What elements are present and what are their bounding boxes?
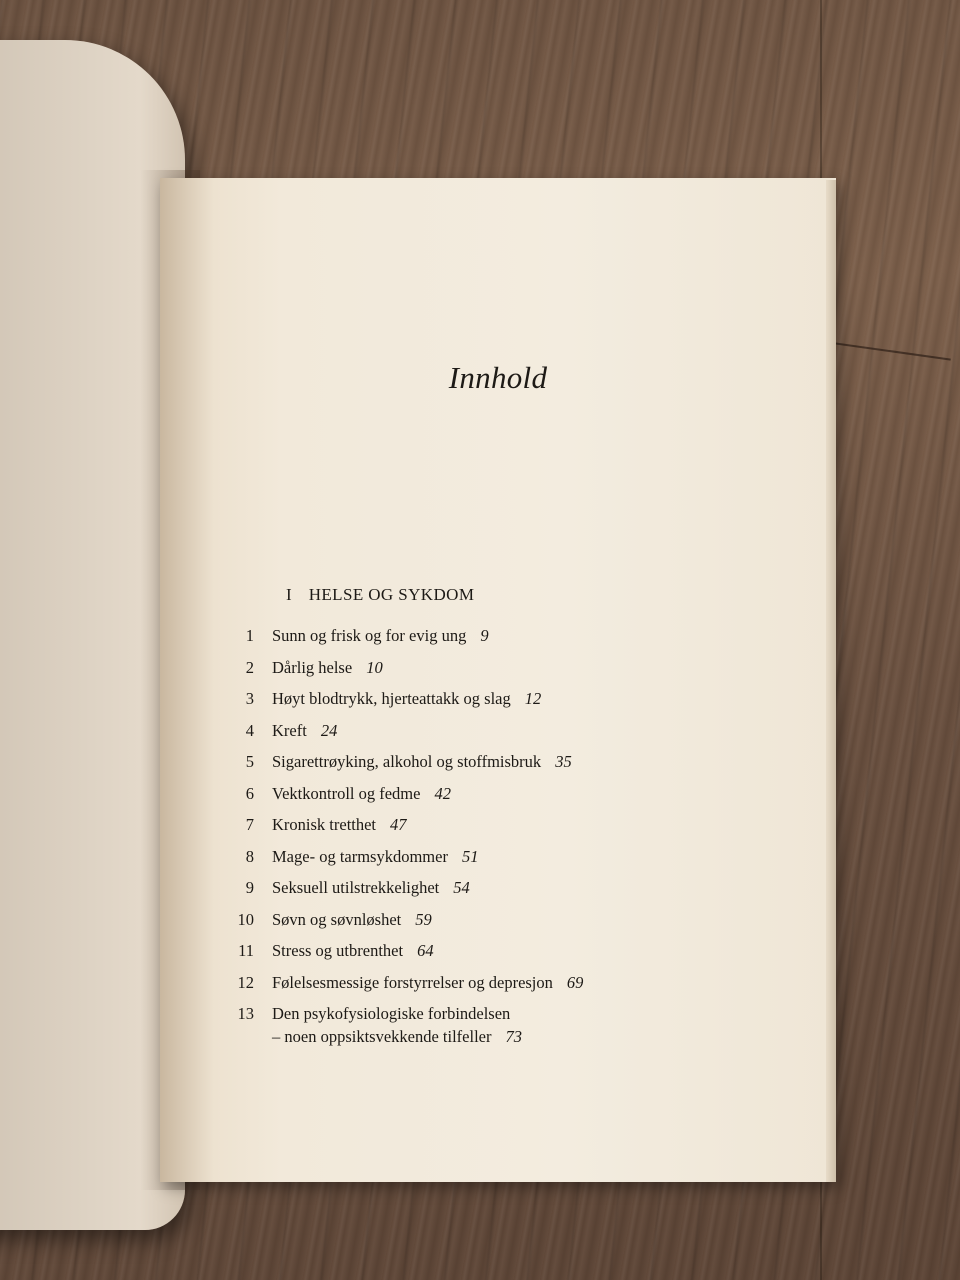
chapter-number: 3 [245, 689, 254, 708]
chapter-page: 10 [366, 657, 383, 677]
toc-entry [218, 910, 778, 942]
chapter-title: Høyt blodtrykk, hjerteattakk og slag [272, 689, 511, 708]
toc-entry [218, 752, 778, 784]
chapter-title: Mage- og tarmsykdommer [272, 846, 448, 866]
page-stack-edge [826, 180, 836, 1182]
chapter-title: Sigarettrøyking, alkohol og stoffmisbruk [272, 752, 542, 771]
toc-entry [218, 658, 778, 690]
chapter-title: Vektkontroll og fedme [272, 783, 421, 803]
chapter-title: Kronisk tretthet [272, 815, 377, 834]
toc-title: Innhold [448, 360, 548, 395]
chapter-page: 73 [505, 1027, 522, 1046]
chapter-page: 51 [461, 846, 479, 866]
section-title: HELSE OG SYKDOM [308, 585, 475, 604]
chapter-number: 1 [245, 626, 254, 645]
chapter-page: 35 [555, 752, 572, 771]
chapter-title: Følelsesmessige forstyrrelser og depresjon [272, 972, 553, 992]
chapter-title-continued: – noen oppsiktsvekkende tilfeller [272, 1027, 492, 1046]
chapter-number: 2 [245, 657, 254, 677]
chapter-title: Sunn og frisk og for evig ung [272, 626, 467, 645]
table-of-contents [218, 626, 778, 1047]
chapter-number: 13 [237, 1004, 254, 1023]
chapter-subtitle-line [272, 1027, 522, 1047]
chapter-page: 59 [415, 909, 432, 929]
toc-entry [218, 941, 778, 973]
chapter-number: 6 [245, 783, 254, 803]
chapter-title: Stress og utbrenthet [272, 941, 404, 960]
toc-entry [218, 721, 778, 753]
toc-entry [218, 689, 778, 721]
chapter-page: 69 [566, 972, 584, 992]
chapter-number: 4 [245, 720, 254, 740]
toc-entry [218, 847, 778, 879]
toc-entry [218, 878, 778, 910]
chapter-title: Kreft [272, 720, 307, 740]
chapter-number: 7 [245, 815, 254, 834]
chapter-page: 9 [480, 626, 489, 645]
chapter-page: 47 [390, 815, 407, 834]
toc-entry [218, 626, 778, 658]
chapter-title: Søvn og søvnløshet [272, 909, 402, 929]
chapter-page: 54 [453, 878, 470, 897]
chapter-page: 42 [434, 783, 451, 803]
toc-entry [218, 815, 778, 847]
chapter-number: 8 [245, 846, 254, 866]
chapter-page: 24 [320, 720, 338, 740]
section-number: I [286, 585, 293, 604]
chapter-title: Seksuell utilstrekkelighet [272, 878, 440, 897]
chapter-number: 11 [238, 941, 254, 960]
chapter-number: 12 [237, 972, 254, 992]
chapter-title: Den psykofysiologiske forbindelsen [272, 1004, 511, 1023]
chapter-title: Dårlig helse [272, 657, 353, 677]
toc-entry [218, 784, 778, 816]
section-heading [286, 585, 474, 605]
chapter-title-lines [272, 1004, 522, 1047]
toc-entry [218, 1004, 778, 1047]
chapter-page: 12 [524, 689, 542, 708]
chapter-number: 5 [245, 752, 254, 771]
toc-entry [218, 973, 778, 1005]
chapter-number: 9 [245, 878, 254, 897]
chapter-page: 64 [417, 941, 434, 960]
chapter-number: 10 [237, 909, 254, 929]
